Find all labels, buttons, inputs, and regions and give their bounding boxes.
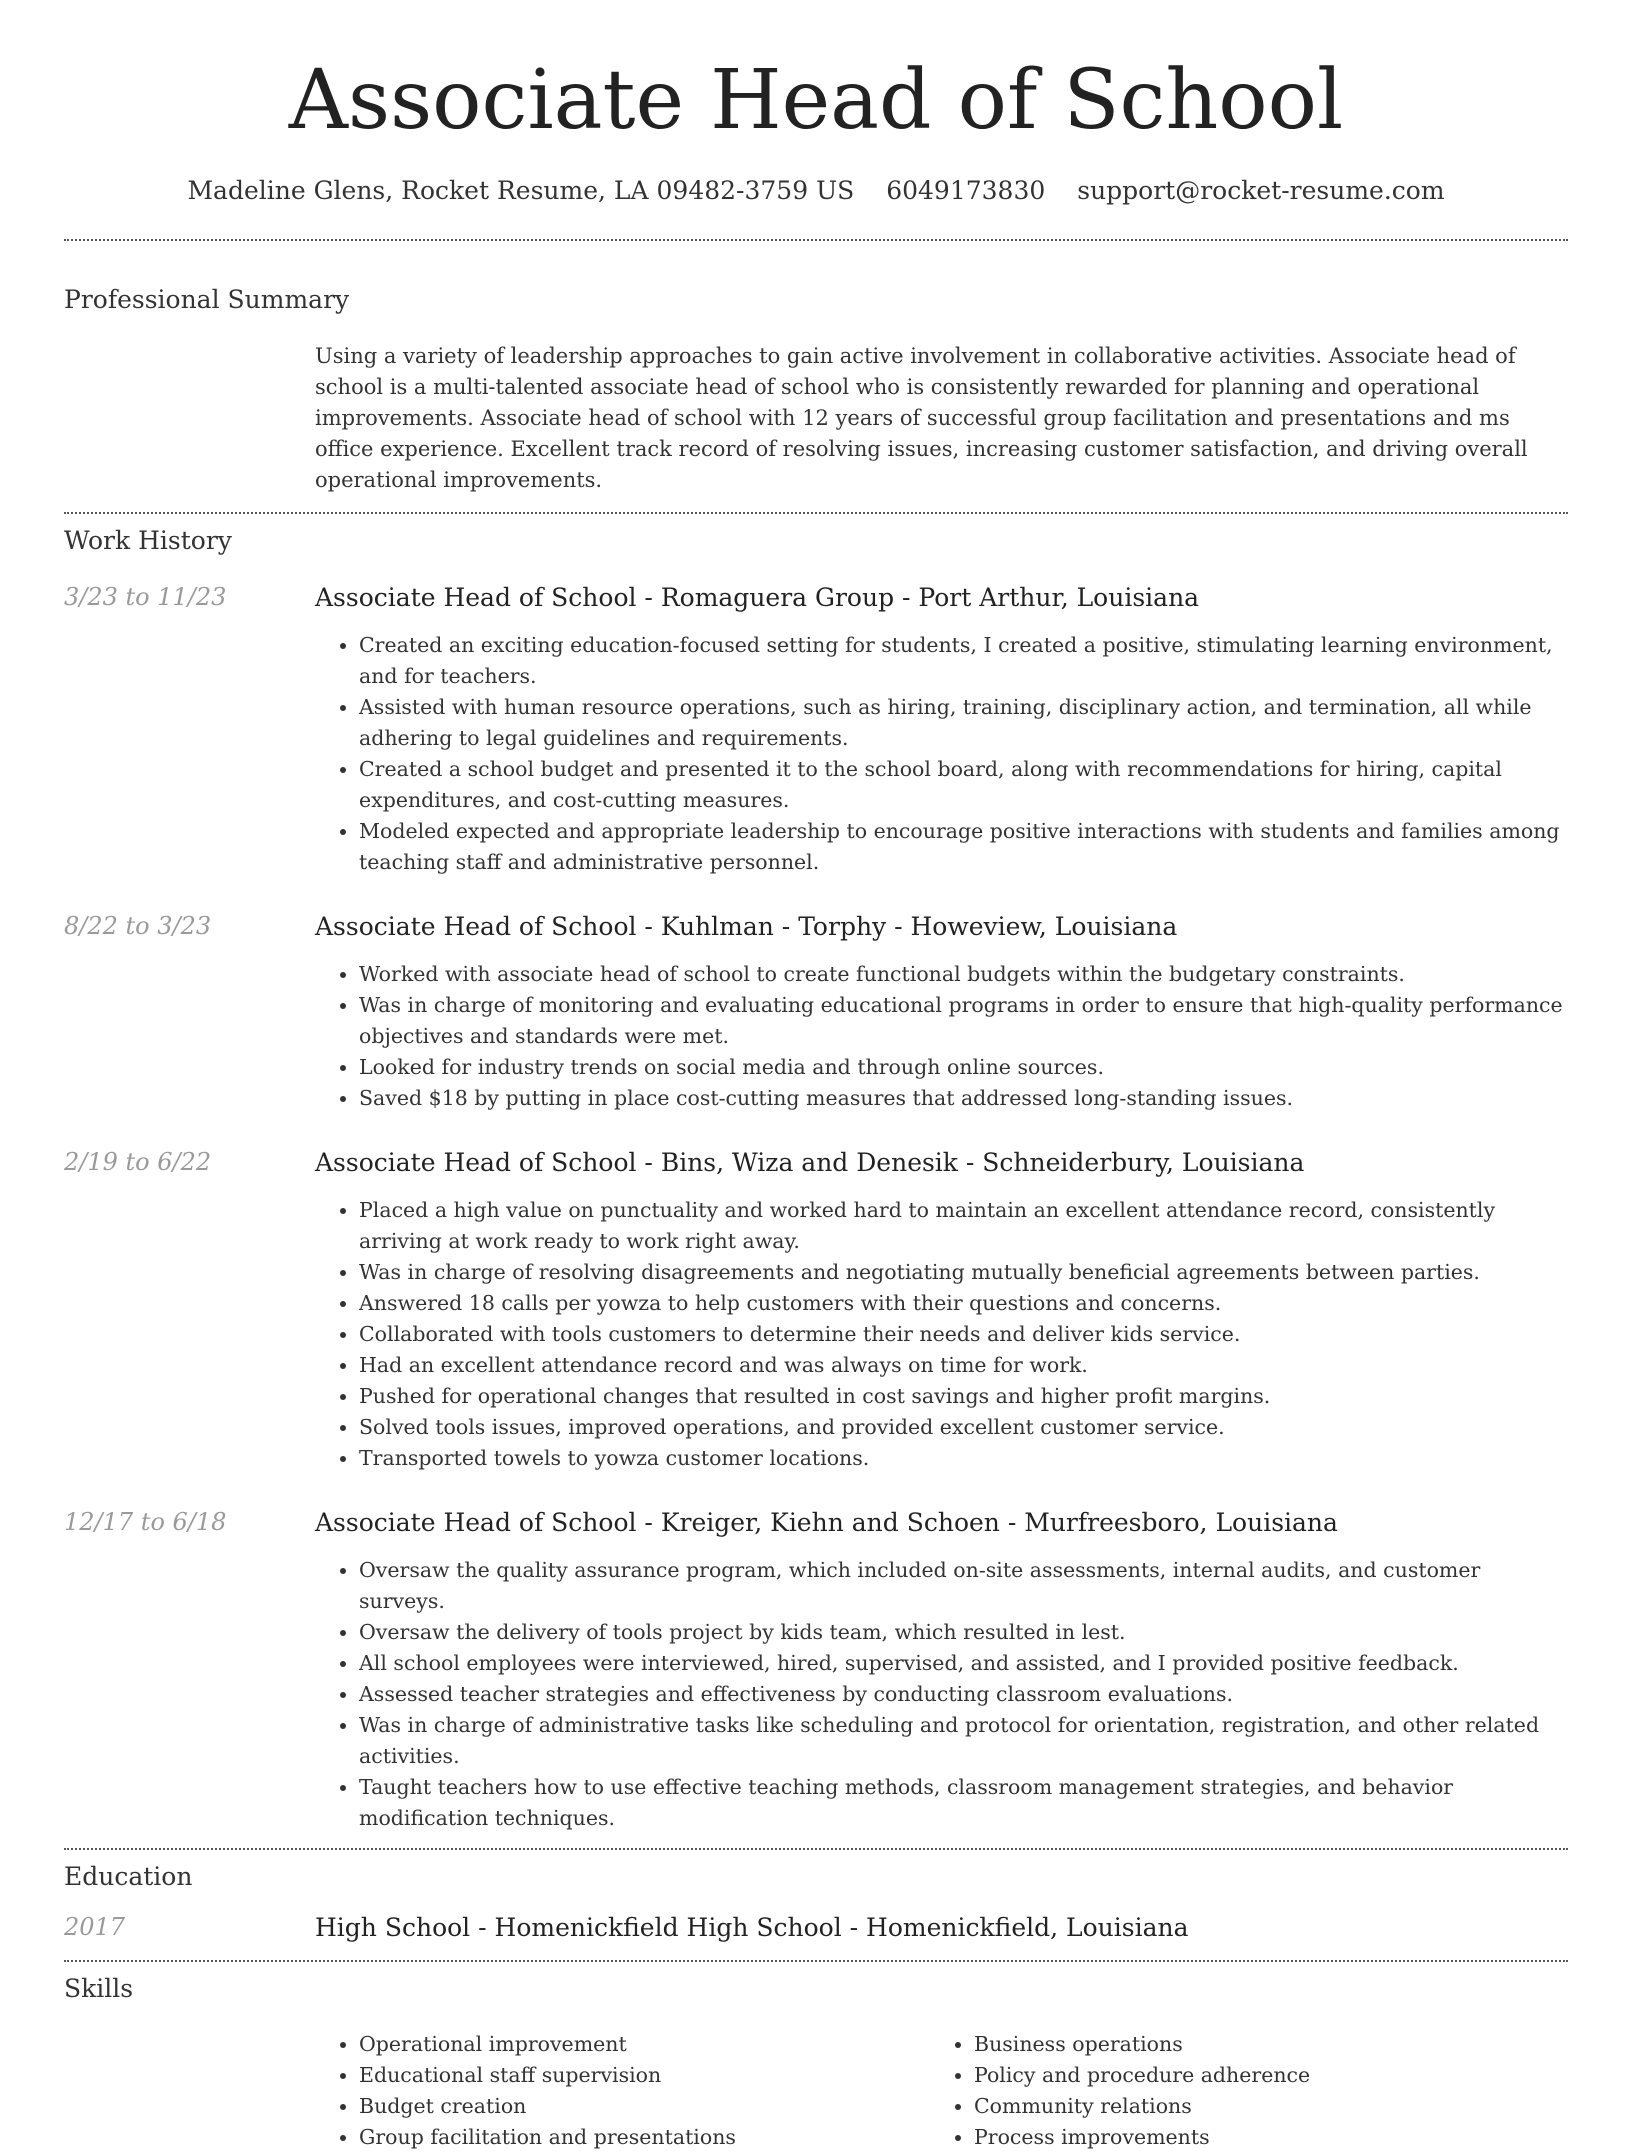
job-bullet: • Saved $18 by putting in place cost-cutting measures that addressed long-standing issues. [359,1083,1568,1114]
job-bullet: • Created a school budget and presented it to the school board, along with recommendations for hiring, capital expenditures, and cost-cutting measures. [359,754,1568,816]
job-bullet: • Oversaw the delivery of tools project by kids team, which resulted in lest. [359,1617,1568,1648]
contact-email: support@rocket-resume.com [1077,176,1445,205]
skills-list-right [930,2029,1545,2153]
skill-item: • Process improvements [974,2122,1545,2153]
job-bullets [315,630,1568,878]
summary-row [64,314,1568,512]
job-bullets [315,1555,1568,1834]
job-bullet: • Assisted with human resource operations, such as hiring, training, disciplinary action, and termination, all while adhering to legal guidelines and requirements. [359,692,1568,754]
job-dates: 2/19 to 6/22 [64,1148,212,1176]
job-bullet: • Taught teachers how to use effective teaching methods, classroom management strategies, and behavior modification techniques. [359,1772,1568,1834]
section-title-work-history: Work History [64,526,232,555]
job-bullet: • Was in charge of monitoring and evaluating educational programs in order to ensure that high-quality performance objectives and standards were met. [359,990,1568,1052]
job-bullet: • Worked with associate head of school to create functional budgets within the budgetary constraints. [359,959,1568,990]
skill-item: • Group facilitation and presentations [359,2122,930,2153]
skills-row [64,2029,1568,2153]
job-body [315,1148,1568,1474]
job-entry [64,1508,1568,1834]
job-body [315,583,1568,878]
section-divider [64,1848,1568,1850]
skill-item: • Policy and procedure adherence [974,2060,1545,2091]
job-heading: Associate Head of School - Kreiger, Kiehn and Schoen - Murfreesboro, Louisiana [315,1508,1338,1537]
job-bullet: • Pushed for operational changes that resulted in cost savings and higher profit margins. [359,1381,1568,1412]
job-heading: Associate Head of School - Romaguera Group - Port Arthur, Louisiana [315,583,1200,612]
summary-spacer [64,314,315,512]
skill-item: • Budget creation [359,2091,930,2122]
job-body [315,912,1568,1114]
job-dates: 12/17 to 6/18 [64,1508,227,1536]
job-bullet: • Was in charge of administrative tasks like scheduling and protocol for orientation, registration, and other related activities. [359,1710,1568,1772]
job-bullet: • Oversaw the quality assurance program, which included on-site assessments, internal audits, and customer surveys. [359,1555,1568,1617]
job-entry [64,583,1568,878]
job-dates: 8/22 to 3/23 [64,912,212,940]
job-bullet: • Modeled expected and appropriate leadership to encourage positive interactions with students and families among teaching staff and administrative personnel. [359,816,1568,878]
skills-list-left [315,2029,930,2153]
skills-spacer [64,2029,315,2153]
section-title-skills: Skills [64,1974,134,2003]
job-bullet: • Transported towels to yowza customer locations. [359,1443,1568,1474]
section-divider [64,239,1568,241]
resume-title: Associate Head of School [288,53,1344,148]
contact-phone: 6049173830 [886,176,1046,205]
job-heading: Associate Head of School - Kuhlman - Torphy - Howeview, Louisiana [315,912,1178,941]
education-year: 2017 [64,1913,126,1941]
job-bullet: • Created an exciting education-focused setting for students, I created a positive, stimulating learning environment, and for teachers. [359,630,1568,692]
education-entry [64,1913,1568,1942]
job-bullets [315,1195,1568,1474]
job-bullet: • Placed a high value on punctuality and worked hard to maintain an excellent attendance record, consistently arriving at work ready to work right away. [359,1195,1568,1257]
skill-item: • Educational staff supervision [359,2060,930,2091]
skill-item: • Business operations [974,2029,1545,2060]
summary-text: Using a variety of leadership approaches to gain active involvement in collaborative activities. Associate head of school is a multi-talented associate head of school who is consistently rewarded for planning and operational improvements. Associate head of school with 12 years of successful group facilitation and presentations and ms office experience. Excellent track record of resolving issues, increasing customer satisfaction, and driving overall operational improvements. [315,344,1528,492]
job-bullet: • Solved tools issues, improved operations, and provided excellent customer service. [359,1412,1568,1443]
job-bullet: • Had an excellent attendance record and was always on time for work. [359,1350,1568,1381]
job-bullet: • All school employees were interviewed, hired, supervised, and assisted, and I provided positive feedback. [359,1648,1568,1679]
job-dates: 3/23 to 11/23 [64,583,227,611]
section-divider [64,512,1568,514]
section-title-education: Education [64,1862,193,1891]
skills-columns [315,2029,1568,2153]
job-entry [64,912,1568,1114]
skill-item: • Operational improvement [359,2029,930,2060]
skill-item: • Community relations [974,2091,1545,2122]
job-bullets [315,959,1568,1114]
job-bullet: • Collaborated with tools customers to determine their needs and deliver kids service. [359,1319,1568,1350]
job-bullet: • Answered 18 calls per yowza to help customers with their questions and concerns. [359,1288,1568,1319]
job-body [315,1508,1568,1834]
job-heading: Associate Head of School - Bins, Wiza and Denesik - Schneiderbury, Louisiana [315,1148,1305,1177]
job-entry [64,1148,1568,1474]
contact-address: Madeline Glens, Rocket Resume, LA 09482-3759 US [187,176,855,205]
job-bullet: • Was in charge of resolving disagreements and negotiating mutually beneficial agreements between parties. [359,1257,1568,1288]
job-bullet: • Assessed teacher strategies and effectiveness by conducting classroom evaluations. [359,1679,1568,1710]
section-divider [64,1960,1568,1962]
job-bullet: • Looked for industry trends on social media and through online sources. [359,1052,1568,1083]
section-title-summary: Professional Summary [64,285,350,314]
contact-line [64,176,1568,205]
education-heading: High School - Homenickfield High School - Homenickfield, Louisiana [315,1913,1189,1942]
